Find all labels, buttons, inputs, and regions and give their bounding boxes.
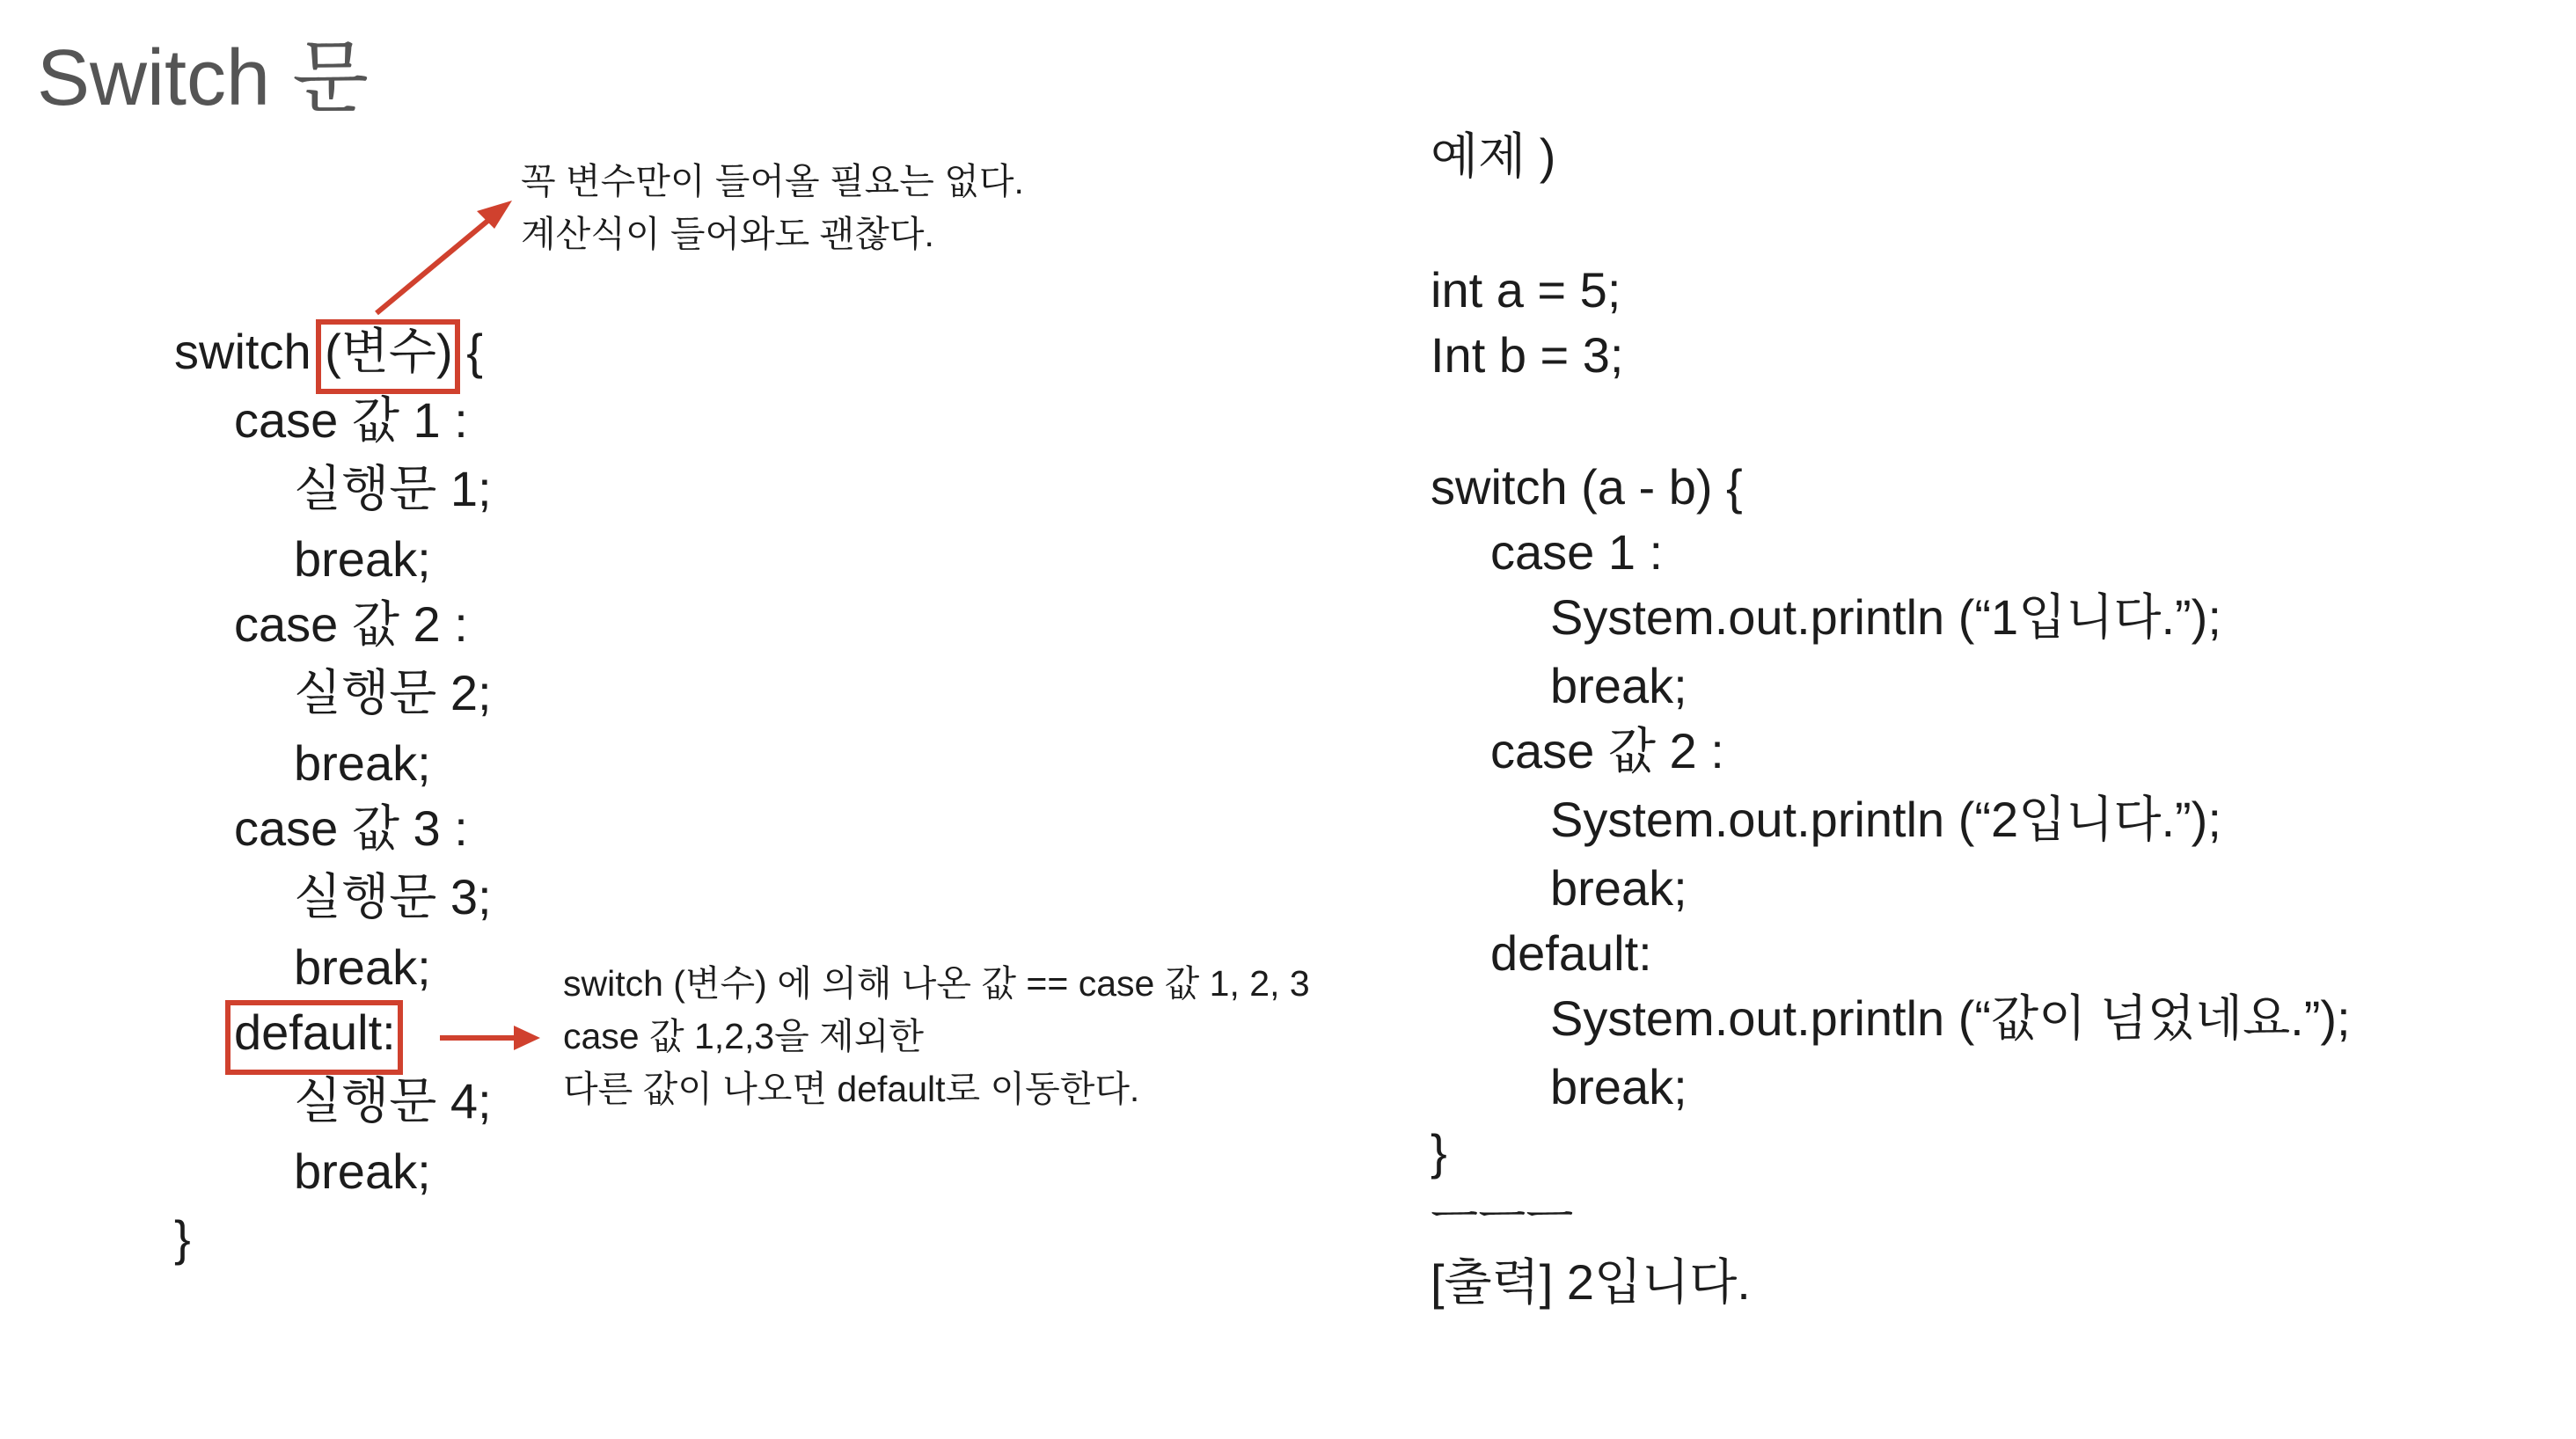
code-line-break-3: break; bbox=[294, 939, 431, 995]
example-line-switch: switch (a - b) { bbox=[1431, 459, 1743, 515]
code-line-close-brace: } bbox=[174, 1210, 191, 1266]
example-line-int-b: Int b = 3; bbox=[1431, 327, 1624, 383]
code-line-switch bbox=[174, 324, 483, 379]
default-note-line-3: 다른 값이 나오면 default로 이동한다. bbox=[563, 1069, 1140, 1109]
code-line-default bbox=[234, 1004, 396, 1060]
code-line-break-4: break; bbox=[294, 1143, 431, 1199]
code-line-statement-4: 실행문 4; bbox=[294, 1073, 492, 1129]
example-line-case-2: case 값 2 : bbox=[1490, 723, 1724, 778]
code-line-statement-1: 실행문 1; bbox=[294, 461, 492, 516]
example-line-int-a: int a = 5; bbox=[1431, 262, 1621, 318]
example-line-println-3: System.out.println (“값이 넘었네요.”); bbox=[1550, 990, 2351, 1046]
default-arrow bbox=[440, 1026, 540, 1050]
default-highlight-box bbox=[234, 1004, 396, 1060]
example-output: [출력] 2입니다. bbox=[1431, 1254, 1751, 1310]
code-line-statement-2: 실행문 2; bbox=[294, 665, 492, 720]
example-line-break-1: break; bbox=[1550, 658, 1687, 713]
variable-note-line-2: 계산식이 들어와도 괜찮다. bbox=[521, 214, 934, 254]
example-line-break-3: break; bbox=[1550, 1059, 1687, 1114]
code-line-break-1: break; bbox=[294, 531, 431, 587]
code-line-case-3: case 값 3 : bbox=[234, 800, 468, 856]
switch-variable: (변수) bbox=[325, 324, 453, 379]
default-note-line-1: switch (변수) 에 의해 나온 값 == case 값 1, 2, 3 bbox=[563, 963, 1310, 1004]
example-heading: 예제 ) bbox=[1431, 128, 1556, 184]
example-line-println-2: System.out.println (“2입니다.”); bbox=[1550, 792, 2221, 847]
example-line-default: default: bbox=[1490, 925, 1652, 981]
variable-arrow bbox=[377, 201, 512, 313]
code-line-case-1: case 값 1 : bbox=[234, 392, 468, 448]
example-line-case-1: case 1 : bbox=[1490, 524, 1664, 580]
switch-keyword: switch bbox=[174, 324, 326, 379]
code-line-case-2: case 값 2 : bbox=[234, 596, 468, 652]
switch-brace: { bbox=[452, 324, 483, 379]
default-keyword: default: bbox=[234, 1004, 396, 1060]
default-note-line-2: case 값 1,2,3을 제외한 bbox=[563, 1016, 924, 1056]
variable-highlight-box bbox=[325, 324, 453, 379]
example-line-close-brace: } bbox=[1431, 1124, 1447, 1180]
example-output-divider: ㅡㅡㅡ bbox=[1431, 1189, 1574, 1245]
variable-note-line-1: 꼭 변수만이 들어올 필요는 없다. bbox=[521, 161, 1024, 201]
code-line-statement-3: 실행문 3; bbox=[294, 869, 492, 924]
code-line-break-2: break; bbox=[294, 735, 431, 791]
example-line-println-1: System.out.println (“1입니다.”); bbox=[1550, 589, 2221, 645]
example-line-break-2: break; bbox=[1550, 860, 1687, 916]
page-title: Switch 문 bbox=[37, 34, 370, 122]
